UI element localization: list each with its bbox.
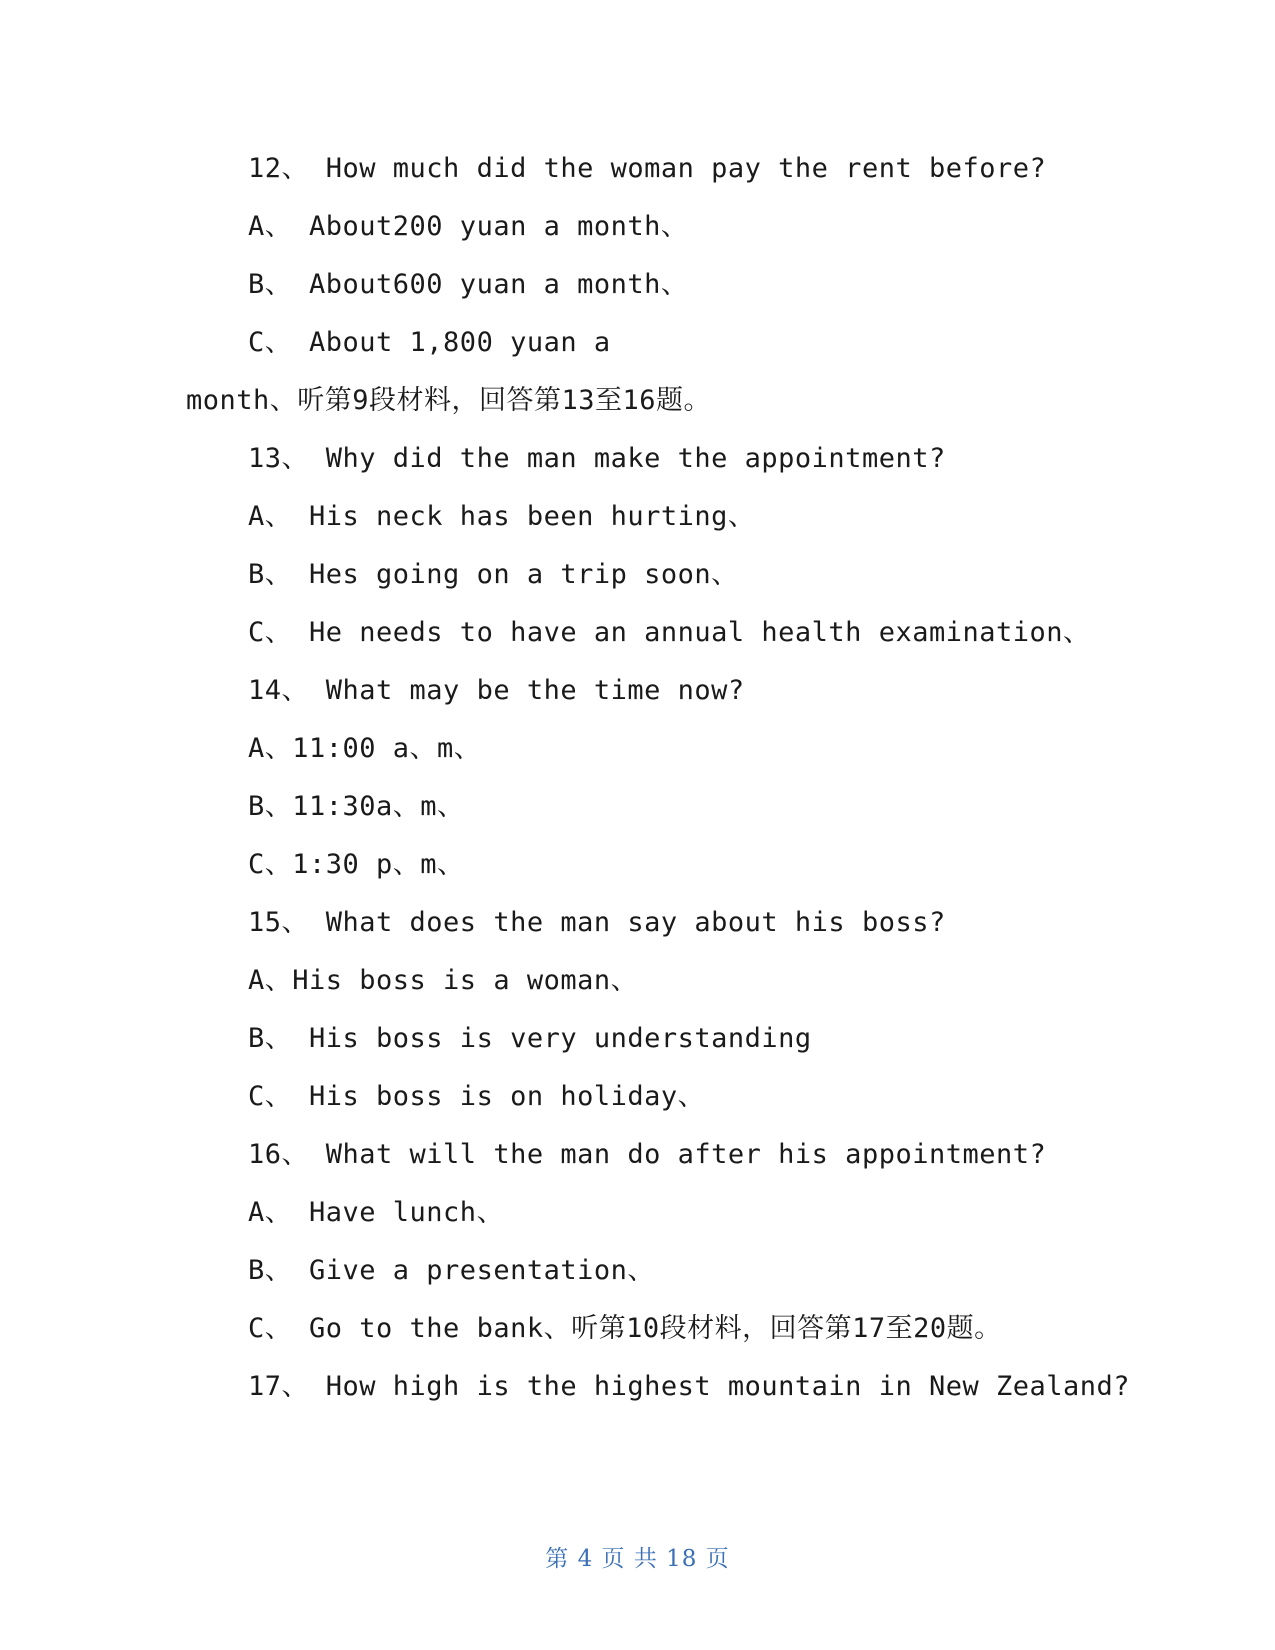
option-13c: C、 He needs to have an annual health examination、 xyxy=(248,617,1091,648)
question-16: 16、 What will the man do after his appointment? xyxy=(248,1139,1047,1170)
option-12b: B、 About600 yuan a month、 xyxy=(248,269,689,300)
question-17: 17、 How high is the highest mountain in New Zealand? xyxy=(248,1371,1131,1402)
option-13a: A、 His neck has been hurting、 xyxy=(248,501,756,532)
option-16b: B、 Give a presentation、 xyxy=(248,1255,655,1286)
question-13: 13、 Why did the man make the appointment? xyxy=(248,443,946,474)
question-12: 12、 How much did the woman pay the rent before? xyxy=(248,153,1047,184)
option-13b: B、 Hes going on a trip soon、 xyxy=(248,559,739,590)
option-16c: C、 Go to the bank、听第10段材料，回答第17至20题。 xyxy=(248,1313,1002,1344)
question-14: 14、 What may be the time now? xyxy=(248,675,745,706)
question-15: 15、 What does the man say about his boss? xyxy=(248,907,946,938)
option-15c: C、 His boss is on holiday、 xyxy=(248,1081,706,1112)
option-14a: A、11:00 a、m、 xyxy=(248,733,482,764)
option-12c: C、 About 1,800 yuan a xyxy=(248,327,611,358)
page-number-footer: 第 4 页 共 18 页 xyxy=(545,1546,730,1572)
section-instruction-9: month、听第9段材料，回答第13至16题。 xyxy=(186,385,712,416)
option-16a: A、 Have lunch、 xyxy=(248,1197,505,1228)
option-15b: B、 His boss is very understanding xyxy=(248,1023,812,1054)
option-12a: A、 About200 yuan a month、 xyxy=(248,211,689,242)
option-14c: C、1:30 p、m、 xyxy=(248,849,465,880)
option-14b: B、11:30a、m、 xyxy=(248,791,465,822)
option-15a: A、His boss is a woman、 xyxy=(248,965,639,996)
